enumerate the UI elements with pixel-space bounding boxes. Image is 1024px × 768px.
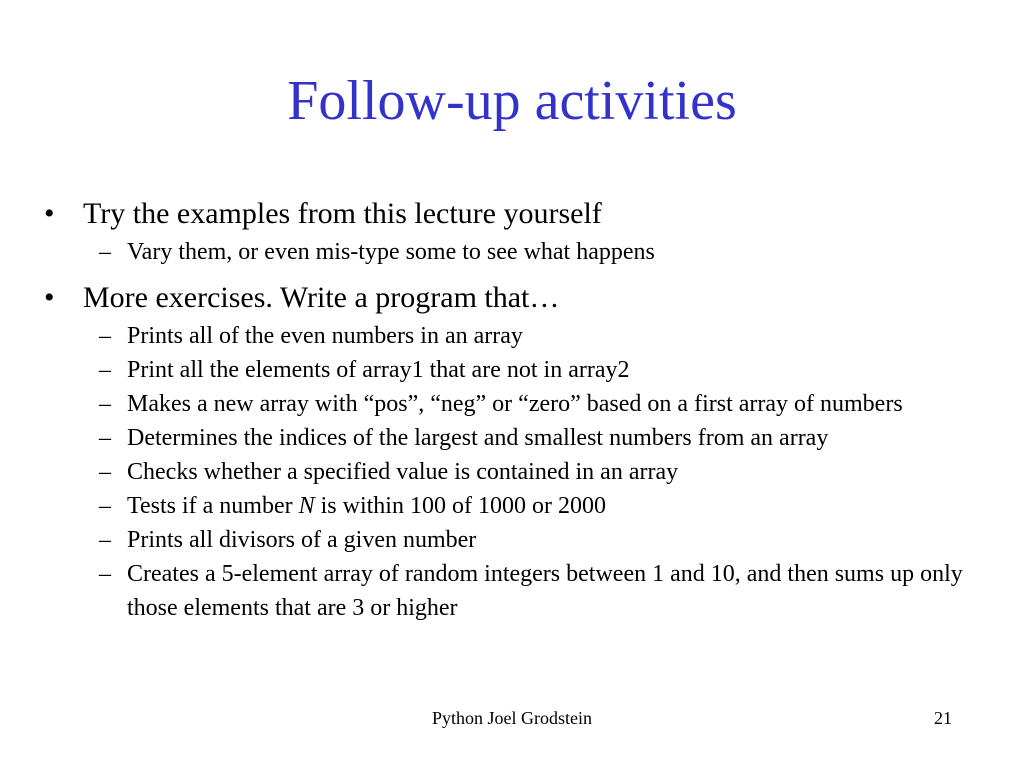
sub-bullet-marker: – <box>99 493 111 519</box>
sub-bullet-text: Checks whether a specified value is contained in an array <box>127 459 679 485</box>
sub-bullet-item <box>0 353 1024 387</box>
sub-bullet-item <box>0 489 1024 523</box>
bullet-item <box>0 193 1024 235</box>
bullet-marker: • <box>44 197 55 230</box>
sub-bullet-marker: – <box>99 561 111 587</box>
sub-bullet-text: Determines the indices of the largest and smallest numbers from an array <box>127 425 829 451</box>
sub-bullet-item <box>0 557 1024 625</box>
bullet-text: More exercises. Write a program that… <box>83 281 560 314</box>
sub-bullet-marker: – <box>99 357 111 383</box>
sub-bullet-marker: – <box>99 527 111 553</box>
sub-bullet-marker: – <box>99 323 111 349</box>
bullet-text: Try the examples from this lecture yourself <box>83 197 602 230</box>
sub-bullet-marker: – <box>99 391 111 417</box>
sub-bullet-marker: – <box>99 239 111 265</box>
slide-title: Follow-up activities <box>287 70 737 132</box>
sub-bullet-text: Prints all of the even numbers in an array <box>127 323 523 349</box>
sub-bullet-marker: – <box>99 459 111 485</box>
sub-bullet-marker: – <box>99 425 111 451</box>
sub-bullet-text-after: is within 100 of 1000 or 2000 <box>314 493 606 519</box>
sub-bullet-text: Prints all divisors of a given number <box>127 527 477 553</box>
sub-bullet-text: Vary them, or even mis-type some to see what happens <box>127 239 655 265</box>
sub-bullet-item <box>0 421 1024 455</box>
sub-bullet-item <box>0 523 1024 557</box>
bullet-item <box>0 277 1024 319</box>
sub-bullet-text: Print all the elements of array1 that are not in array2 <box>127 357 630 383</box>
page-number: 21 <box>934 708 952 728</box>
sub-bullet-item <box>0 387 1024 421</box>
bullet-list <box>0 193 1024 625</box>
bullet-marker: • <box>44 281 55 314</box>
slide-footer: Python Joel Grodstein <box>432 708 592 728</box>
sub-bullet-text: Makes a new array with “pos”, “neg” or “zero” based on a first array of numbers <box>127 391 903 417</box>
sub-bullet-text-before: Tests if a number <box>127 493 299 519</box>
sub-bullet-text-italic: N <box>298 493 315 519</box>
sub-bullet-item <box>0 319 1024 353</box>
sub-bullet-item <box>0 235 1024 269</box>
sub-bullet-item <box>0 455 1024 489</box>
sub-bullet-text: Creates a 5-element array of random integers between 1 and 10, and then sums up only those elements that are 3 or higher <box>127 561 963 621</box>
